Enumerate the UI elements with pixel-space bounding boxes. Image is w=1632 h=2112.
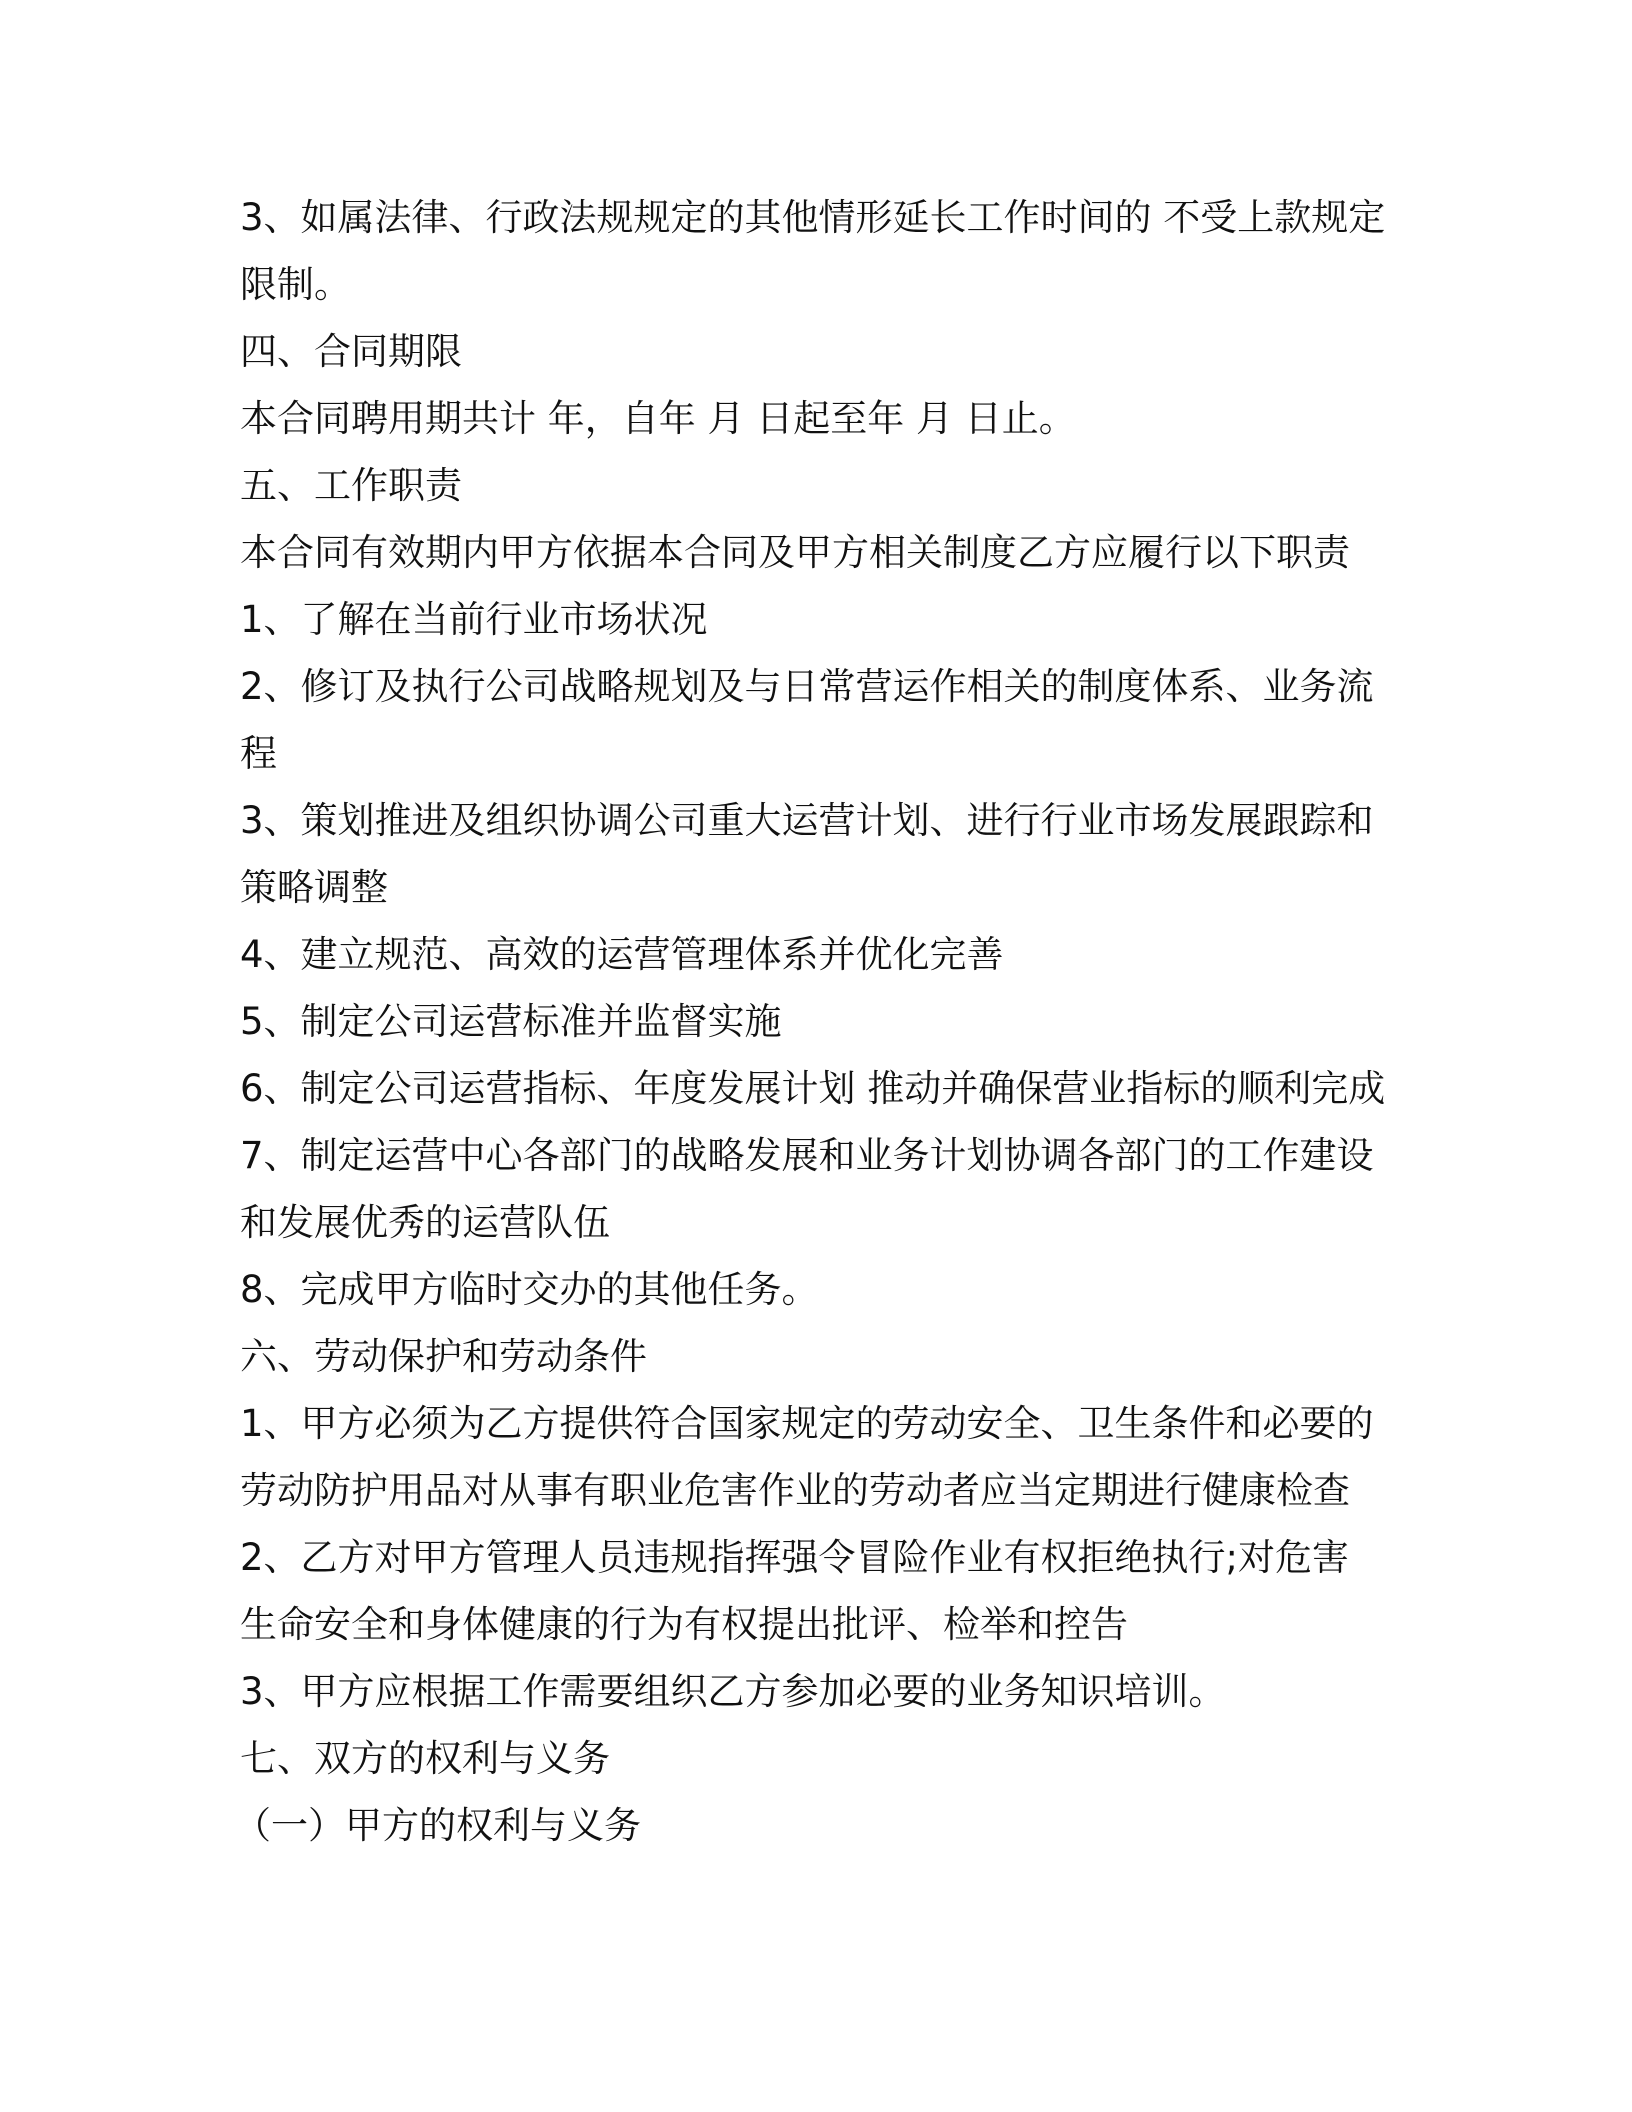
section-heading: 七、双方的权利与义务 (240, 1737, 610, 1780)
list-item: 2、修订及执行公司战略规划及与日常营运作相关的制度体系、业务流 (240, 665, 1374, 708)
section-heading: 四、合同期限 (240, 330, 462, 373)
list-item: 3、甲方应根据工作需要组织乙方参加必要的业务知识培训。 (240, 1670, 1226, 1713)
list-item: 5、制定公司运营标准并监督实施 (240, 1000, 782, 1043)
text-line: 本合同有效期内甲方依据本合同及甲方相关制度乙方应履行以下职责 (240, 531, 1350, 574)
text-line: 策略调整 (240, 866, 388, 909)
text-line: 限制。 (240, 263, 351, 306)
text-line: 3、如属法律、行政法规规定的其他情形延长工作时间的 不受上款规定 (240, 196, 1386, 239)
text-line: 本合同聘用期共计 年，自年 月 日起至年 月 日止。 (240, 397, 1076, 440)
list-item: 7、制定运营中心各部门的战略发展和业务计划协调各部门的工作建设 (240, 1134, 1374, 1177)
section-heading: 六、劳动保护和劳动条件 (240, 1335, 647, 1378)
document-body (234, 184, 1390, 1859)
list-item: 3、策划推进及组织协调公司重大运营计划、进行行业市场发展跟踪和 (240, 799, 1374, 842)
list-item: 4、建立规范、高效的运营管理体系并优化完善 (240, 933, 1004, 976)
list-item: 1、甲方必须为乙方提供符合国家规定的劳动安全、卫生条件和必要的 (240, 1402, 1374, 1445)
subsection-heading: （一）甲方的权利与义务 (234, 1804, 641, 1847)
list-item: 2、乙方对甲方管理人员违规指挥强令冒险作业有权拒绝执行;对危害 (240, 1536, 1350, 1579)
text-line: 生命安全和身体健康的行为有权提出批评、检举和控告 (240, 1603, 1128, 1646)
text-line: 和发展优秀的运营队伍 (240, 1201, 610, 1244)
section-heading: 五、工作职责 (240, 464, 462, 507)
list-item: 8、完成甲方临时交办的其他任务。 (240, 1268, 819, 1311)
list-item: 6、制定公司运营指标、年度发展计划 推动并确保营业指标的顺利完成 (240, 1067, 1386, 1110)
list-item: 1、了解在当前行业市场状况 (240, 598, 708, 641)
text-line: 劳动防护用品对从事有职业危害作业的劳动者应当定期进行健康检查 (240, 1469, 1350, 1512)
text-line: 程 (240, 732, 277, 775)
